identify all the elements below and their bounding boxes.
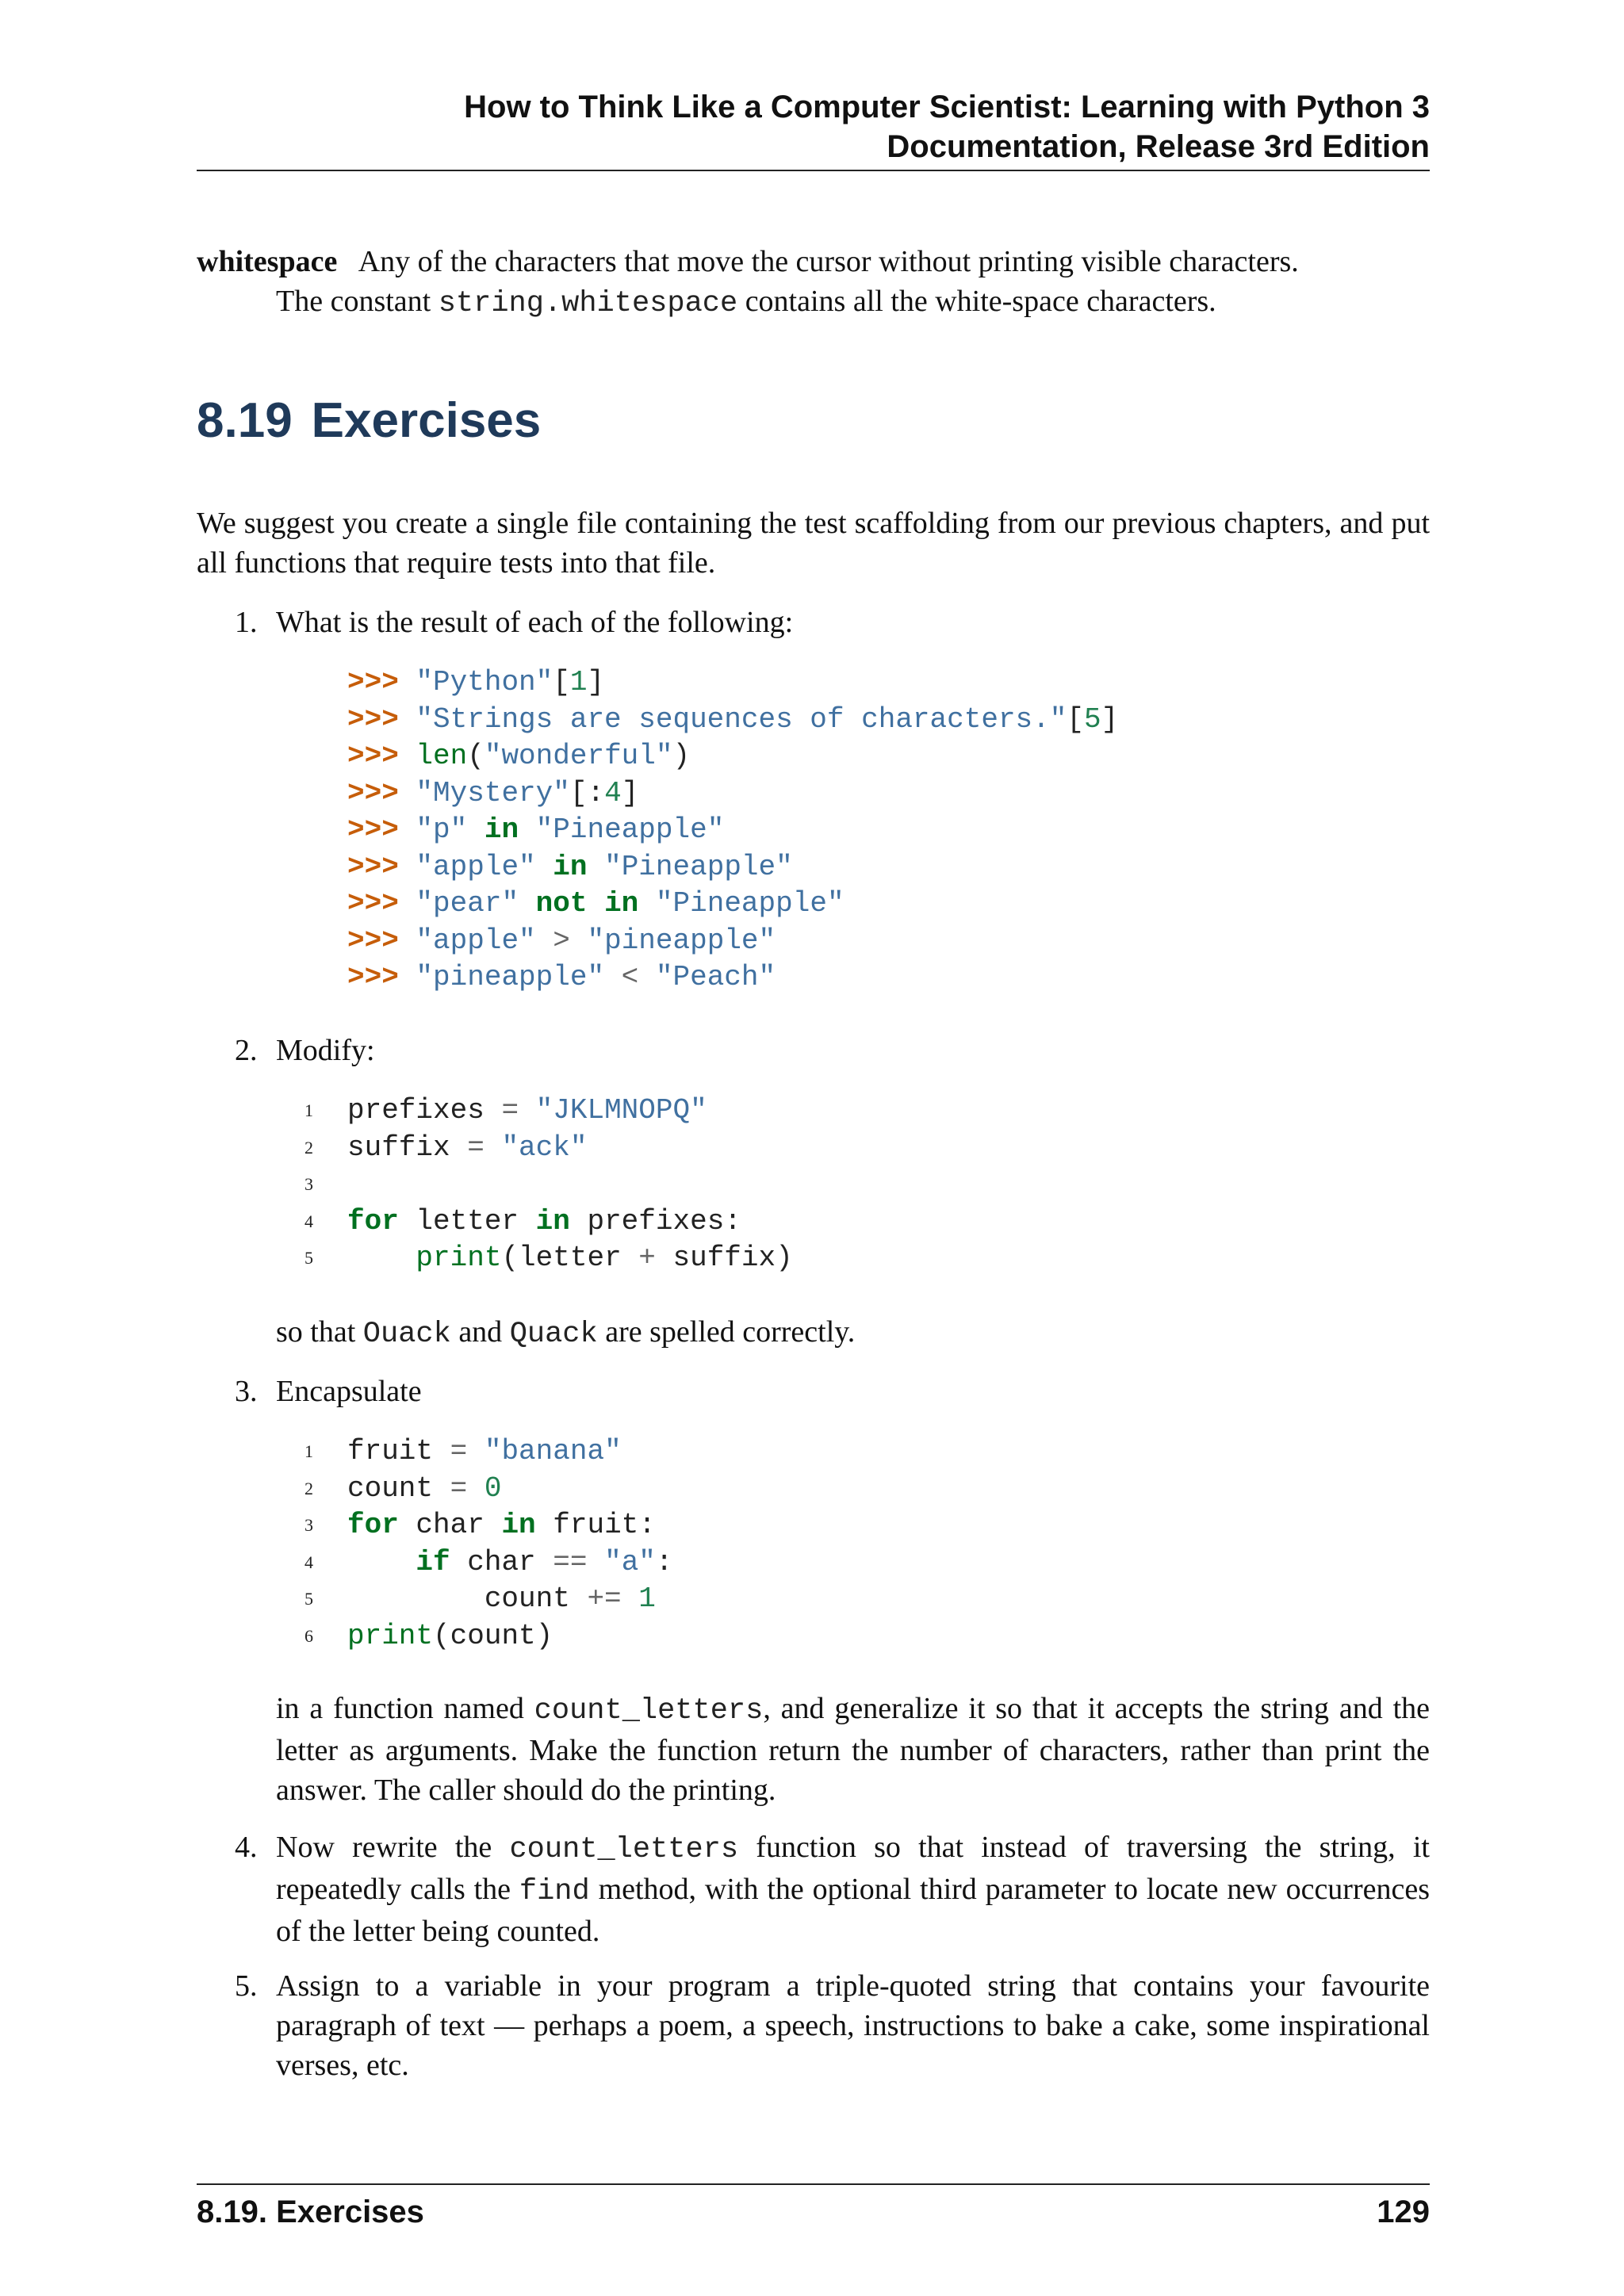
code-text: count = 0 (347, 1471, 502, 1505)
code-line (304, 1130, 793, 1167)
repl-prompt: >>> (347, 740, 399, 772)
line-number: 4 (304, 1211, 313, 1231)
intro-paragraph: We suggest you create a single file containing the test scaffolding from our previous chapters, and put all functions that require tests into that file. (197, 507, 1430, 580)
code-line (304, 1240, 793, 1277)
glossary-definition-part2 (197, 281, 1430, 323)
line-number: 4 (304, 1552, 313, 1572)
code-line: >>> "apple" in "Pineapple" (347, 850, 793, 883)
footer-rule (197, 2183, 1430, 2185)
line-number: 3 (304, 1174, 313, 1194)
line-number: 6 (304, 1625, 313, 1646)
line-number: 5 (304, 1248, 313, 1268)
line-number: 5 (304, 1589, 313, 1609)
glossary-definition-part1: Any of the characters that move the cursor without printing visible characters. (358, 245, 1299, 278)
glossary-def-code: string.whitespace (438, 287, 738, 320)
code-line (304, 1507, 673, 1544)
code-line (304, 1203, 793, 1241)
exercise-3-followup (235, 1689, 1430, 1810)
code-text: print(count) (347, 1619, 553, 1652)
code-line: >>> "p" in "Pineapple" (347, 813, 725, 846)
code-text: count += 1 (347, 1582, 656, 1615)
header-line-1: How to Think Like a Computer Scientist: Learning with Python 3 (464, 90, 1430, 124)
followup-post: are spelled correctly. (597, 1315, 856, 1349)
code-line (304, 1544, 673, 1582)
followup-post: , and generalize it so that it accepts the string and the letter as arguments. Make the function return the number of characters, rather than print the answer. The caller should do the printing. (276, 1692, 1430, 1807)
code-line: >>> "apple" > "pineapple" (347, 924, 776, 957)
code-line (304, 1471, 673, 1508)
glossary-entry (197, 242, 1430, 323)
header-rule (197, 170, 1430, 171)
section-number: 8.19 (197, 393, 293, 448)
repl-prompt: >>> (347, 813, 399, 846)
code-text: fruit = "banana" (347, 1435, 622, 1468)
followup-code-ouack: Ouack (362, 1318, 451, 1351)
code-line (304, 1093, 793, 1130)
code-text: for char in fruit: (347, 1509, 656, 1541)
line-number: 2 (304, 1478, 313, 1498)
header-line-2: Documentation, Release 3rd Edition (887, 129, 1430, 164)
code-text: for letter in prefixes: (347, 1204, 741, 1238)
ex4-code-count-letters: count_letters (509, 1833, 739, 1866)
code-line (304, 1433, 673, 1471)
ex4-mid: function so that instead of traversing the string, it repeatedly calls the (276, 1831, 1430, 1906)
repl-prompt: >>> (347, 924, 399, 957)
exercise-number: 2. (235, 1034, 258, 1067)
running-header (197, 87, 1430, 166)
line-number: 1 (304, 1441, 313, 1461)
code-line: >>> "Python"[1] (347, 666, 605, 698)
exercise-number: 3. (235, 1375, 258, 1408)
followup-mid: and (450, 1315, 510, 1349)
code-block-repl (347, 664, 1118, 997)
code-text: if char == "a": (416, 1545, 673, 1578)
glossary-def-post: contains all the white-space characters. (737, 285, 1216, 318)
followup-pre: in a function named (276, 1692, 534, 1725)
exercise-followup-text (276, 1312, 1430, 1354)
followup-pre: so that (276, 1315, 363, 1349)
code-line (304, 1166, 793, 1203)
repl-prompt: >>> (347, 850, 399, 883)
followup-code-count-letters: count_letters (534, 1694, 764, 1728)
ex4-pre: Now rewrite the (276, 1831, 510, 1864)
repl-prompt: >>> (347, 776, 399, 809)
exercise-item-2 (235, 1031, 1430, 1070)
page-number: 129 (1377, 2195, 1430, 2229)
code-line: >>> "Strings are sequences of characters."[5] (347, 702, 1119, 736)
repl-prompt: >>> (347, 887, 399, 920)
code-text: suffix = "ack" (347, 1131, 588, 1164)
code-block-modify (304, 1093, 793, 1277)
exercise-number: 5. (235, 1969, 258, 2003)
code-line: >>> "Mystery"[:4] (347, 776, 639, 809)
followup-code-quack: Quack (509, 1318, 598, 1351)
code-block-encapsulate (304, 1433, 673, 1655)
code-text: print(letter + suffix) (416, 1242, 793, 1274)
ex4-post: method, with the optional third parameter to locate new occurrences of the letter being counted. (276, 1873, 1431, 1948)
exercise-followup-text (276, 1689, 1430, 1810)
exercise-item-5 (235, 1966, 1430, 2085)
code-line: >>> "pineapple" < "Peach" (347, 961, 776, 993)
exercise-text: Assign to a variable in your program a triple-quoted string that contains your favourite paragraph of text — perhaps a poem, a speech, instructions to bake a cake, some inspirational verses, etc. (276, 1969, 1430, 2082)
repl-prompt: >>> (347, 961, 399, 993)
exercise-number: 4. (235, 1831, 258, 1864)
code-line (304, 1581, 673, 1618)
exercise-text: Encapsulate (276, 1375, 422, 1408)
code-line: >>> len("wonderful") (347, 740, 691, 772)
ex4-code-find: find (519, 1875, 590, 1908)
line-number: 2 (304, 1137, 313, 1158)
section-heading (197, 392, 541, 449)
line-number: 3 (304, 1515, 313, 1535)
glossary-def-pre: The constant (276, 285, 439, 318)
section-title: Exercises (311, 393, 542, 448)
code-line: >>> "pear" not in "Pineapple" (347, 887, 845, 920)
line-number: 1 (304, 1100, 313, 1120)
glossary-term: whitespace (197, 245, 338, 278)
exercise-text: Modify: (276, 1034, 375, 1067)
exercise-item-3 (235, 1372, 1430, 1411)
repl-prompt: >>> (347, 666, 399, 698)
exercise-text: What is the result of each of the following: (276, 606, 794, 639)
exercise-item-1 (235, 603, 1430, 642)
repl-prompt: >>> (347, 702, 399, 736)
code-line (304, 1618, 673, 1655)
code-text: prefixes = "JKLMNOPQ" (347, 1094, 707, 1127)
exercise-item-4 (235, 1827, 1430, 1951)
exercise-2-followup (235, 1312, 1430, 1354)
exercise-number: 1. (235, 606, 258, 639)
footer-section: 8.19. Exercises (197, 2195, 424, 2229)
exercise-text (276, 1827, 1430, 1951)
